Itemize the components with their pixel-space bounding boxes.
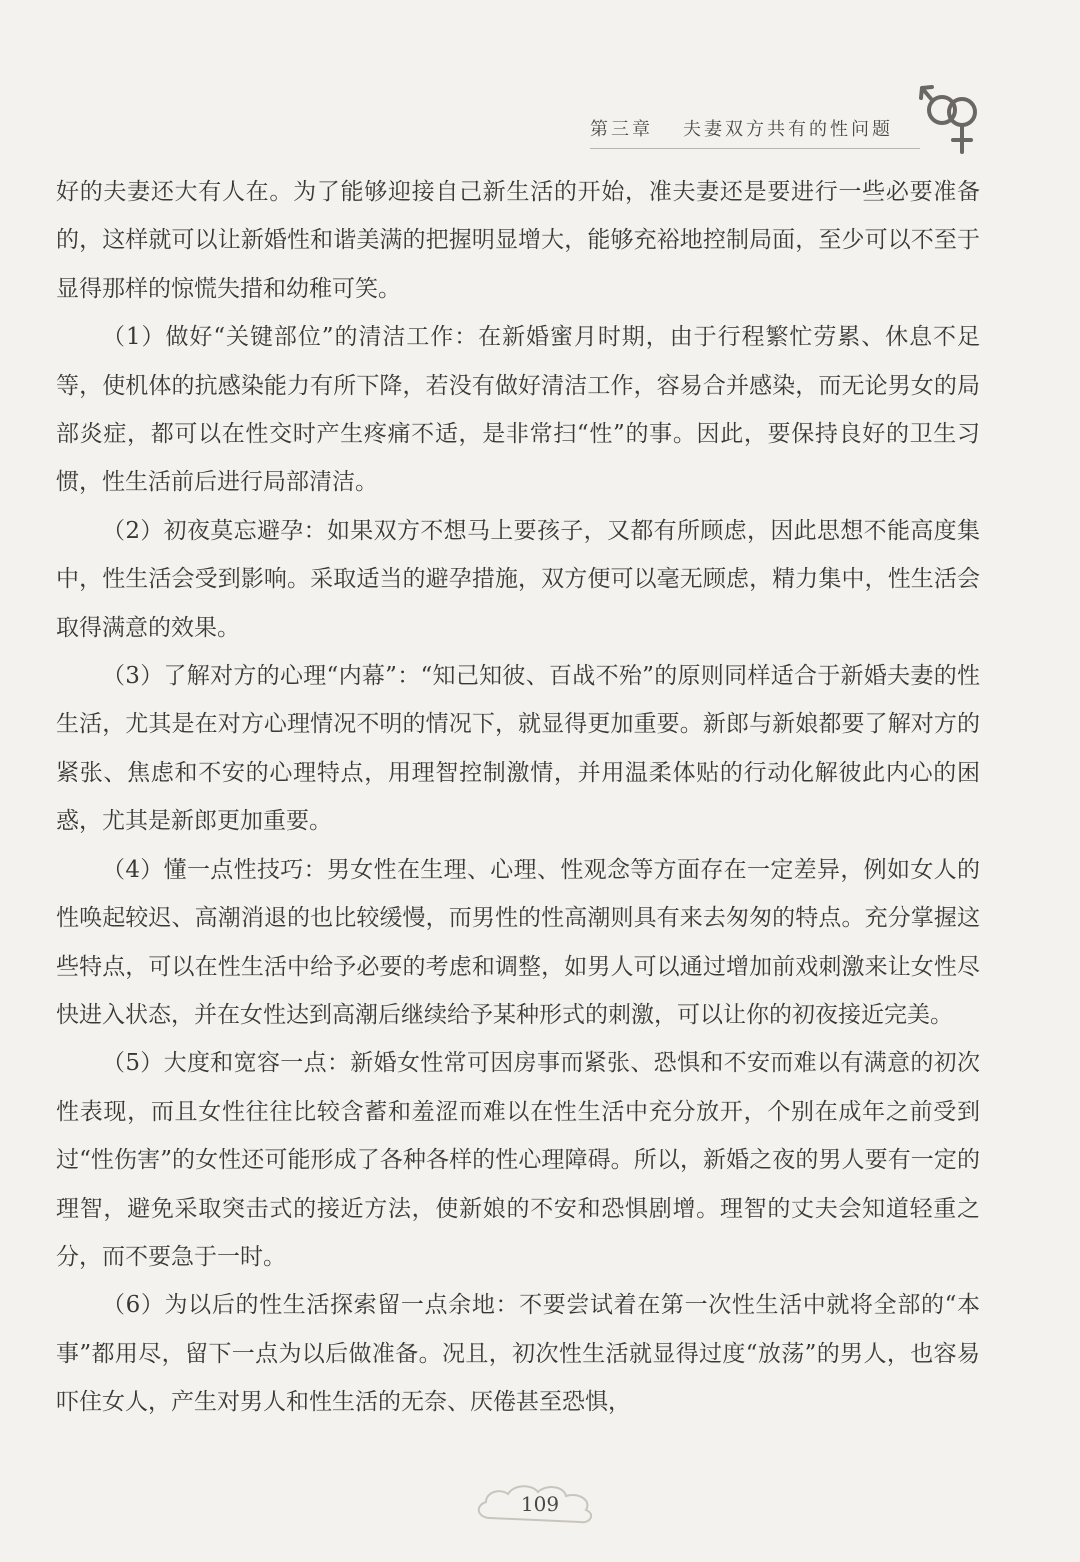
paragraph-6: （6）为以后的性生活探索留一点余地：不要尝试着在第一次性生活中就将全部的“本事”都用尽，留下一点为以后做准备。况且，初次性生活就显得过度“放荡”的男人，也容易吓住女人，产生对男人和性生活的无奈、厌倦甚至恐惧， [56,1292,980,1416]
header-divider [590,148,920,149]
paragraph-5: （5）大度和宽容一点：新婚女性常可因房事而紧张、恐惧和不安而难以有满意的初次性表现，而且女性往往比较含蓄和羞涩而难以在性生活中充分放开，个别在成年之前受到过“性伤害”的女性还可能形成了各种各样的性心理障碍。所以，新婚之夜的男人要有一定的理智，避免采取突击式的接近方法，使新娘的不安和恐惧剧增。理智的丈夫会知道轻重之分，而不要急于一时。 [56,1050,980,1270]
paragraph-1: （1）做好“关键部位”的清洁工作：在新婚蜜月时期，由于行程繁忙劳累、休息不足等，使机体的抗感染能力有所下降，若没有做好清洁工作，容易合并感染，而无论男女的局部炎症，都可以在性交时产生疼痛不适，是非常扫“性”的事。因此，要保持良好的卫生习惯，性生活前后进行局部清洁。 [56,324,980,496]
page-number: 109 [520,1492,560,1516]
running-header [590,112,920,144]
paragraph-2: （2）初夜莫忘避孕：如果双方不想马上要孩子，又都有所顾虑，因此思想不能高度集中，性生活会受到影响。采取适当的避孕措施，双方便可以毫无顾虑，精力集中，性生活会取得满意的效果。 [56,517,980,641]
paragraph-3: （3）了解对方的心理“内幕”：“知己知彼、百战不殆”的原则同样适合于新婚夫妻的性生活，尤其是在对方心理情况不明的情况下，就显得更加重要。新郎与新娘都要了解对方的紧张、焦虑和不安的心理特点，用理智控制激情，并用温柔体贴的行动化解彼此内心的困惑，尤其是新郎更加重要。 [56,663,980,835]
body-text [56,168,980,1427]
paragraph-continuation: 好的夫妻还大有人在。为了能够迎接自己新生活的开始，准夫妻还是要进行一些必要准备的，这样就可以让新婚性和谐美满的把握明显增大，能够充裕地控制局面，至少可以不至于显得那样的惊慌失措和幼稚可笑。 [56,179,980,302]
paragraph-4: （4）懂一点性技巧：男女性在生理、心理、性观念等方面存在一定差异，例如女人的性唤起较迟、高潮消退的也比较缓慢，而男性的性高潮则具有来去匆匆的特点。充分掌握这些特点，可以在性生活中给予必要的考虑和调整，如男人可以通过增加前戏刺激来让女性尽快进入状态，并在女性达到高潮后继续给予某种形式的刺激，可以让你的初夜接近完美。 [56,856,980,1028]
chapter-title: 夫妻双方共有的性问题 [683,119,893,140]
chapter-label: 第三章 [590,119,653,140]
gender-symbol-icon [918,80,988,158]
